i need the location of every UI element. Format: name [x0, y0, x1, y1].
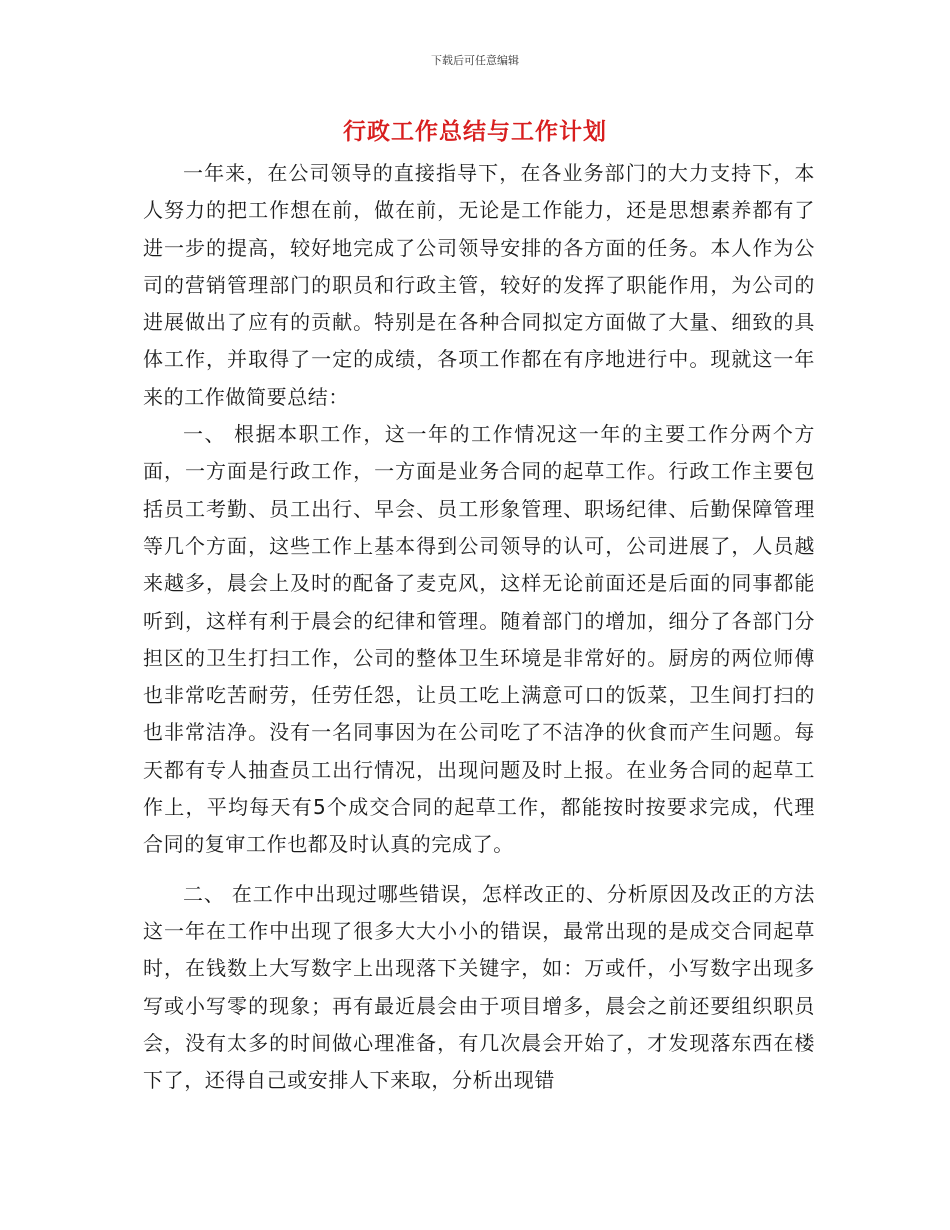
paragraph-section-one: 一、 根据本职工作，这一年的工作情况这一年的主要工作分两个方面，一方面是行政工作，一方面是业务合同的起草工作。行政工作主要包括员工考勤、员工出行、早会、员工形象管理、职场纪律、后勤保障管理等几个方面，这些工作上基本得到公司领导的认可，公司进展了，人员越来越多，晨会上及时的配备了麦克风，这样无论前面还是后面的同事都能听到，这样有利于晨会的纪律和管理。随着部门的增加，细分了各部门分担区的卫生打扫工作，公司的整体卫生环境是非常好的。厨房的两位师傅也非常吃苦耐劳，任劳任怨，让员工吃上满意可口的饭菜，卫生间打扫的也非常洁净。没有一名同事因为在公司吃了不洁净的伙食而产生问题。每天都有专人抽查员工出行情况，出现问题及时上报。在业务合同的起草工作上，平均每天有5个成交合同的起草工作，都能按时按要求完成，代理合同的复审工作也都及时认真的完成了。 [143, 422, 815, 857]
paragraph-gap [143, 864, 815, 876]
header-note: 下载后可任意编辑 [431, 54, 519, 67]
document-body [143, 155, 815, 1099]
document-title: 行政工作总结与工作计划 [343, 119, 607, 145]
paragraph-intro: 一年来，在公司领导的直接指导下，在各业务部门的大力支持下，本人努力的把工作想在前，做在前，无论是工作能力，还是思想素养都有了进一步的提高，较好地完成了公司领导安排的各方面的任务。本人作为公司的营销管理部门的职员和行政主管，较好的发挥了职能作用，为公司的进展做出了应有的贡献。特别是在各种合同拟定方面做了大量、细致的具体工作，并取得了一定的成绩，各项工作都在有序地进行中。现就这一年来的工作做简要总结： [143, 161, 815, 409]
paragraph-section-two: 二、 在工作中出现过哪些错误，怎样改正的、分析原因及改正的方法这一年在工作中出现了很多大大小小的错误，最常出现的是成交合同起草时，在钱数上大写数字上出现落下关键字，如：万或仟，小写数字出现多写或小写零的现象；再有最近晨会由于项目增多，晨会之前还要组织职员会，没有太多的时间做心理准备，有几次晨会开始了，才发现落东西在楼下了，还得自己或安排人下来取，分析出现错 [143, 881, 815, 1093]
